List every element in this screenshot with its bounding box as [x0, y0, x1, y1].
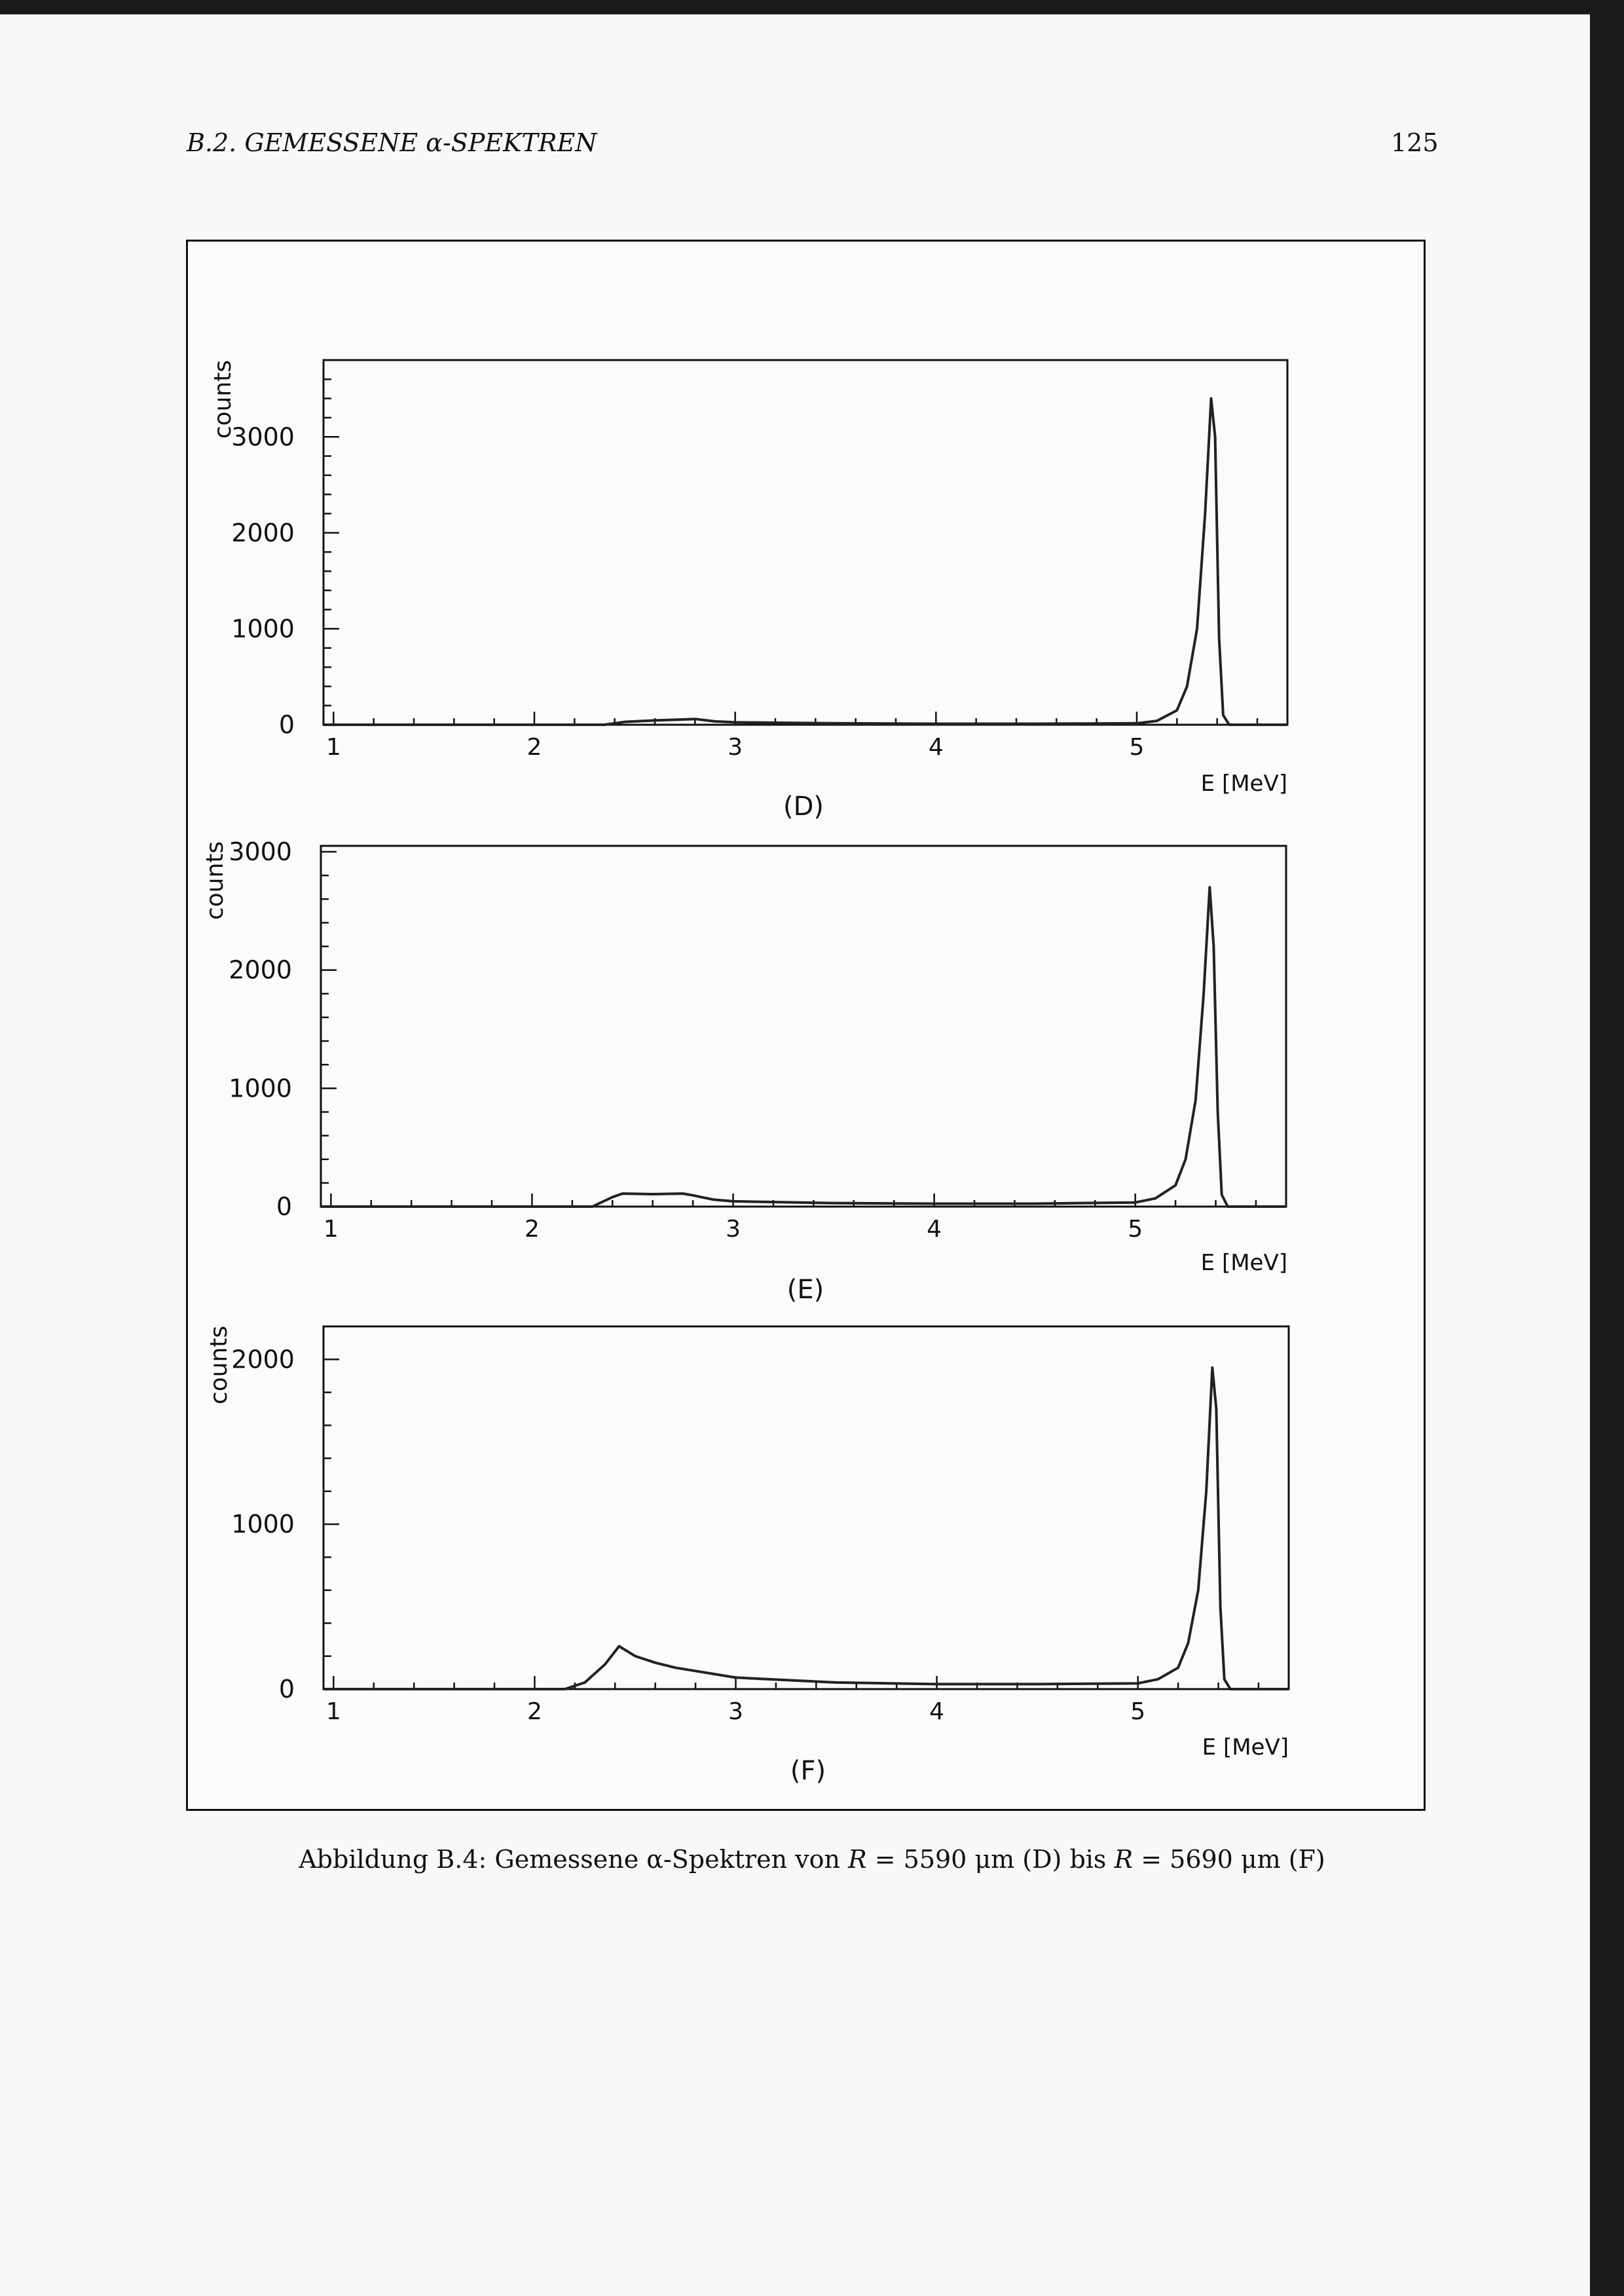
- x-axis-label: E [MeV]: [1200, 1250, 1287, 1276]
- panel-label: (F): [790, 1756, 826, 1786]
- panel-label: (E): [786, 1275, 824, 1305]
- panel-label: (D): [783, 792, 824, 822]
- x-tick-label: 2: [526, 734, 542, 761]
- y-axis-label: counts: [210, 359, 236, 439]
- caption-r2-value: = 5690 μm (F): [1133, 1845, 1325, 1874]
- x-tick-label: 2: [526, 1698, 542, 1725]
- x-tick-label: 3: [728, 734, 743, 761]
- y-tick-label: 0: [276, 1192, 292, 1221]
- caption-prefix: Abbildung B.4: Gemessene α-Spektren von: [299, 1845, 849, 1874]
- x-tick-label: 3: [726, 1216, 741, 1243]
- x-tick-label: 4: [929, 1698, 945, 1725]
- running-header: B.2. GEMESSENE α-SPEKTREN: [187, 128, 597, 157]
- y-tick-label: 1000: [231, 614, 295, 644]
- y-axis-label: counts: [206, 1325, 232, 1405]
- x-tick-label: 2: [524, 1216, 540, 1243]
- plot-frame: [323, 1326, 1289, 1689]
- x-tick-label: 4: [928, 734, 944, 761]
- y-tick-label: 2000: [231, 518, 295, 547]
- y-tick-label: 3000: [229, 837, 292, 867]
- plot-frame: [323, 360, 1287, 725]
- caption-r1-value: = 5590 μm (D) bis: [866, 1845, 1115, 1874]
- caption-r1-symbol: R: [848, 1845, 867, 1874]
- x-axis-label: E [MeV]: [1200, 771, 1287, 797]
- y-tick-label: 1000: [231, 1510, 295, 1539]
- y-tick-label: 2000: [229, 955, 292, 985]
- x-tick-label: 3: [728, 1698, 743, 1725]
- figure-caption: [0, 1845, 1624, 1874]
- x-tick-label: 1: [325, 734, 341, 761]
- y-tick-label: 2000: [231, 1345, 295, 1374]
- page-number: 125: [1391, 128, 1439, 157]
- x-tick-label: 1: [323, 1216, 339, 1243]
- spectrum-line: [321, 887, 1286, 1207]
- caption-r2-symbol: R: [1114, 1845, 1134, 1874]
- y-axis-label: counts: [202, 841, 229, 920]
- spectrum-line: [323, 1368, 1289, 1689]
- y-tick-label: 3000: [231, 422, 295, 452]
- x-axis-label: E [MeV]: [1202, 1734, 1289, 1760]
- x-tick-label: 1: [325, 1698, 341, 1725]
- x-tick-label: 5: [1130, 1698, 1146, 1725]
- spectrum-line: [323, 399, 1287, 725]
- y-tick-label: 0: [278, 1675, 295, 1704]
- x-tick-label: 4: [927, 1216, 942, 1243]
- x-tick-label: 5: [1128, 1216, 1143, 1243]
- y-tick-label: 1000: [229, 1074, 292, 1103]
- y-tick-label: 0: [278, 710, 295, 739]
- x-tick-label: 5: [1129, 734, 1145, 761]
- plot-frame: [321, 846, 1286, 1207]
